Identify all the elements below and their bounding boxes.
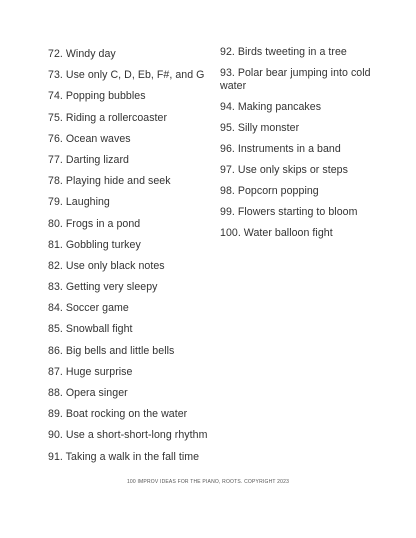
list-item: 74. Popping bubbles	[48, 90, 146, 103]
list-item: 100. Water balloon fight	[220, 227, 333, 239]
list-item: 85. Snowball fight	[48, 323, 133, 336]
list-item: 83. Getting very sleepy	[48, 281, 158, 294]
list-item: 96. Instruments in a band	[220, 143, 341, 155]
left-idea-list	[48, 48, 208, 472]
list-item: 76. Ocean waves	[48, 132, 131, 145]
list-item: 95. Silly monster	[220, 122, 300, 134]
list-item: 78. Playing hide and seek	[48, 175, 171, 188]
list-item: 94. Making pancakes	[220, 101, 322, 113]
right-idea-list	[220, 46, 380, 248]
copyright-footer: 100 IMPROV IDEAS FOR THE PIANO, ROOTS. COPYRIGHT 2023	[126, 479, 290, 485]
list-item: 84. Soccer game	[48, 302, 129, 315]
list-item: 81. Gobbling turkey	[48, 238, 141, 251]
list-item: 87. Huge surprise	[48, 365, 133, 378]
list-item: 72. Windy day	[48, 48, 116, 60]
list-item: 79. Laughing	[48, 196, 110, 209]
list-item: 89. Boat rocking on the water	[48, 408, 188, 421]
list-item: 97. Use only skips or steps	[220, 164, 348, 176]
list-item: 93. Polar bear jumping into cold water	[220, 67, 371, 92]
list-item: 88. Opera singer	[48, 387, 128, 399]
list-item: 73. Use only C, D, Eb, F#, and G	[48, 69, 205, 82]
list-item: 75. Riding a rollercoaster	[48, 111, 168, 124]
list-item: 80. Frogs in a pond	[48, 217, 141, 230]
list-item: 86. Big bells and little bells	[48, 344, 175, 357]
list-item: 77. Darting lizard	[48, 153, 129, 166]
list-item: 91. Taking a walk in the fall time	[48, 450, 200, 463]
list-item: 98. Popcorn popping	[220, 185, 319, 197]
list-item: 92. Birds tweeting in a tree	[220, 46, 347, 58]
list-item: 90. Use a short-short-long rhythm	[48, 429, 208, 442]
list-item: 99. Flowers starting to bloom	[220, 206, 358, 218]
list-item: 82. Use only black notes	[48, 259, 165, 272]
